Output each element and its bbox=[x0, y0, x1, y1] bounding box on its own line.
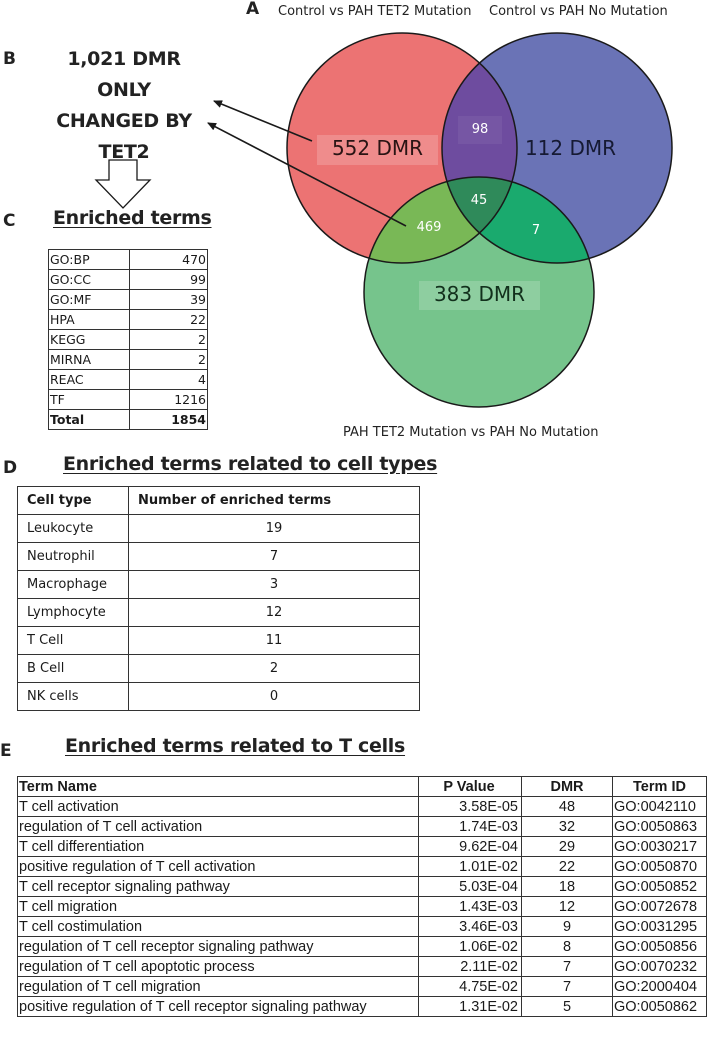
term-name: regulation of T cell receptor signaling pathway bbox=[18, 937, 419, 957]
venn-label-red: Control vs PAH TET2 Mutation bbox=[278, 4, 472, 19]
term-name: positive regulation of T cell activation bbox=[18, 857, 419, 877]
table-row bbox=[18, 897, 707, 917]
table-row bbox=[18, 627, 420, 655]
t-cells-title: Enriched terms related to T cells bbox=[65, 735, 406, 757]
p-value: 9.62E-04 bbox=[419, 837, 522, 857]
table-row bbox=[49, 390, 208, 410]
enriched-count: 3 bbox=[129, 571, 420, 599]
term-source: GO:BP bbox=[49, 250, 130, 270]
panel-letter-d: D bbox=[3, 458, 18, 478]
p-value: 1.06E-02 bbox=[419, 937, 522, 957]
p-value: 2.11E-02 bbox=[419, 957, 522, 977]
venn-count-red-green: 469 bbox=[416, 220, 442, 235]
term-source: GO:MF bbox=[49, 290, 130, 310]
table-row bbox=[49, 350, 208, 370]
cell-type: T Cell bbox=[18, 627, 129, 655]
table-row bbox=[49, 250, 208, 270]
total-label: Total bbox=[49, 410, 130, 430]
venn-count-all: 45 bbox=[470, 193, 488, 208]
dmr-count: 12 bbox=[522, 897, 613, 917]
p-value: 5.03E-04 bbox=[419, 877, 522, 897]
enriched-terms-table bbox=[48, 249, 208, 430]
venn-count-red-blue: 98 bbox=[471, 122, 489, 137]
term-name: regulation of T cell apoptotic process bbox=[18, 957, 419, 977]
table-row bbox=[49, 330, 208, 350]
b-line-2: ONLY bbox=[97, 79, 151, 101]
enriched-terms-title: Enriched terms bbox=[53, 207, 212, 229]
term-source: HPA bbox=[49, 310, 130, 330]
table-row bbox=[18, 515, 420, 543]
cell-type: Macrophage bbox=[18, 571, 129, 599]
table-row bbox=[18, 877, 707, 897]
dmr-count: 29 bbox=[522, 837, 613, 857]
term-name: T cell activation bbox=[18, 797, 419, 817]
cell-types-table bbox=[17, 486, 420, 711]
p-value: 1.74E-03 bbox=[419, 817, 522, 837]
term-id: GO:0050852 bbox=[613, 877, 707, 897]
p-value: 4.75E-02 bbox=[419, 977, 522, 997]
term-id: GO:0042110 bbox=[613, 797, 707, 817]
term-count: 470 bbox=[130, 250, 208, 270]
enriched-count: 0 bbox=[129, 683, 420, 711]
panel-letter-a: A bbox=[246, 0, 260, 19]
term-id: GO:0072678 bbox=[613, 897, 707, 917]
dmr-count: 18 bbox=[522, 877, 613, 897]
cell-type: NK cells bbox=[18, 683, 129, 711]
venn-label-blue: Control vs PAH No Mutation bbox=[489, 4, 668, 19]
dmr-count: 32 bbox=[522, 817, 613, 837]
dmr-count: 22 bbox=[522, 857, 613, 877]
table-row bbox=[18, 957, 707, 977]
table-row bbox=[18, 977, 707, 997]
term-id: GO:0031295 bbox=[613, 917, 707, 937]
table-row bbox=[49, 310, 208, 330]
column-header-cell-type: Cell type bbox=[18, 487, 129, 515]
dmr-count: 9 bbox=[522, 917, 613, 937]
b-summary-text bbox=[46, 44, 202, 168]
term-id: GO:0050862 bbox=[613, 997, 707, 1017]
cell-type: B Cell bbox=[18, 655, 129, 683]
t-cell-terms-table bbox=[17, 776, 707, 1017]
term-count: 1216 bbox=[130, 390, 208, 410]
term-count: 2 bbox=[130, 350, 208, 370]
table-row bbox=[18, 857, 707, 877]
venn-label-green: PAH TET2 Mutation vs PAH No Mutation bbox=[343, 425, 599, 440]
table-row bbox=[49, 370, 208, 390]
total-count: 1854 bbox=[130, 410, 208, 430]
table-header-row bbox=[18, 777, 707, 797]
p-value: 1.31E-02 bbox=[419, 997, 522, 1017]
table-row bbox=[18, 571, 420, 599]
dmr-count: 7 bbox=[522, 957, 613, 977]
term-source: KEGG bbox=[49, 330, 130, 350]
term-id: GO:0070232 bbox=[613, 957, 707, 977]
column-header-dmr: DMR bbox=[522, 777, 613, 797]
term-id: GO:0030217 bbox=[613, 837, 707, 857]
term-id: GO:2000404 bbox=[613, 977, 707, 997]
term-id: GO:0050870 bbox=[613, 857, 707, 877]
panel-letter-c: C bbox=[3, 211, 16, 231]
p-value: 3.46E-03 bbox=[419, 917, 522, 937]
b-line-1: 1,021 DMR bbox=[67, 48, 181, 70]
table-header-row bbox=[18, 487, 420, 515]
dmr-count: 48 bbox=[522, 797, 613, 817]
b-line-4: TET2 bbox=[98, 141, 150, 163]
table-row bbox=[18, 599, 420, 627]
term-name: T cell migration bbox=[18, 897, 419, 917]
term-name: T cell costimulation bbox=[18, 917, 419, 937]
table-row bbox=[18, 683, 420, 711]
term-count: 39 bbox=[130, 290, 208, 310]
dmr-count: 7 bbox=[522, 977, 613, 997]
venn-count-red-only: 552 DMR bbox=[331, 136, 424, 160]
venn-count-green-only: 383 DMR bbox=[433, 282, 526, 306]
table-row bbox=[18, 797, 707, 817]
panel-letter-b: B bbox=[3, 49, 16, 69]
p-value: 3.58E-05 bbox=[419, 797, 522, 817]
term-id: GO:0050863 bbox=[613, 817, 707, 837]
cell-types-title: Enriched terms related to cell types bbox=[63, 453, 438, 475]
term-name: regulation of T cell activation bbox=[18, 817, 419, 837]
cell-type: Leukocyte bbox=[18, 515, 129, 543]
enriched-count: 2 bbox=[129, 655, 420, 683]
term-count: 22 bbox=[130, 310, 208, 330]
dmr-count: 5 bbox=[522, 997, 613, 1017]
term-name: positive regulation of T cell receptor signaling pathway bbox=[18, 997, 419, 1017]
term-count: 2 bbox=[130, 330, 208, 350]
term-name: T cell receptor signaling pathway bbox=[18, 877, 419, 897]
enriched-count: 7 bbox=[129, 543, 420, 571]
column-header-count: Number of enriched terms bbox=[129, 487, 420, 515]
table-row bbox=[18, 917, 707, 937]
term-source: MIRNA bbox=[49, 350, 130, 370]
table-row-total bbox=[49, 410, 208, 430]
cell-type: Neutrophil bbox=[18, 543, 129, 571]
term-source: REAC bbox=[49, 370, 130, 390]
term-name: T cell differentiation bbox=[18, 837, 419, 857]
term-count: 99 bbox=[130, 270, 208, 290]
term-count: 4 bbox=[130, 370, 208, 390]
panel-letter-e: E bbox=[0, 741, 12, 761]
term-source: GO:CC bbox=[49, 270, 130, 290]
term-name: regulation of T cell migration bbox=[18, 977, 419, 997]
column-header-p-value: P Value bbox=[419, 777, 522, 797]
enriched-count: 19 bbox=[129, 515, 420, 543]
venn-count-blue-green: 7 bbox=[531, 223, 541, 238]
term-source: TF bbox=[49, 390, 130, 410]
table-row bbox=[18, 817, 707, 837]
table-row bbox=[49, 270, 208, 290]
table-row bbox=[18, 837, 707, 857]
dmr-count: 8 bbox=[522, 937, 613, 957]
b-line-3: CHANGED BY bbox=[56, 110, 192, 132]
enriched-count: 12 bbox=[129, 599, 420, 627]
table-row bbox=[18, 997, 707, 1017]
p-value: 1.01E-02 bbox=[419, 857, 522, 877]
venn-count-blue-only: 112 DMR bbox=[524, 136, 617, 160]
p-value: 1.43E-03 bbox=[419, 897, 522, 917]
column-header-term-name: Term Name bbox=[18, 777, 419, 797]
table-row bbox=[49, 290, 208, 310]
table-row bbox=[18, 655, 420, 683]
column-header-term-id: Term ID bbox=[613, 777, 707, 797]
table-row bbox=[18, 543, 420, 571]
enriched-count: 11 bbox=[129, 627, 420, 655]
table-row bbox=[18, 937, 707, 957]
cell-type: Lymphocyte bbox=[18, 599, 129, 627]
term-id: GO:0050856 bbox=[613, 937, 707, 957]
